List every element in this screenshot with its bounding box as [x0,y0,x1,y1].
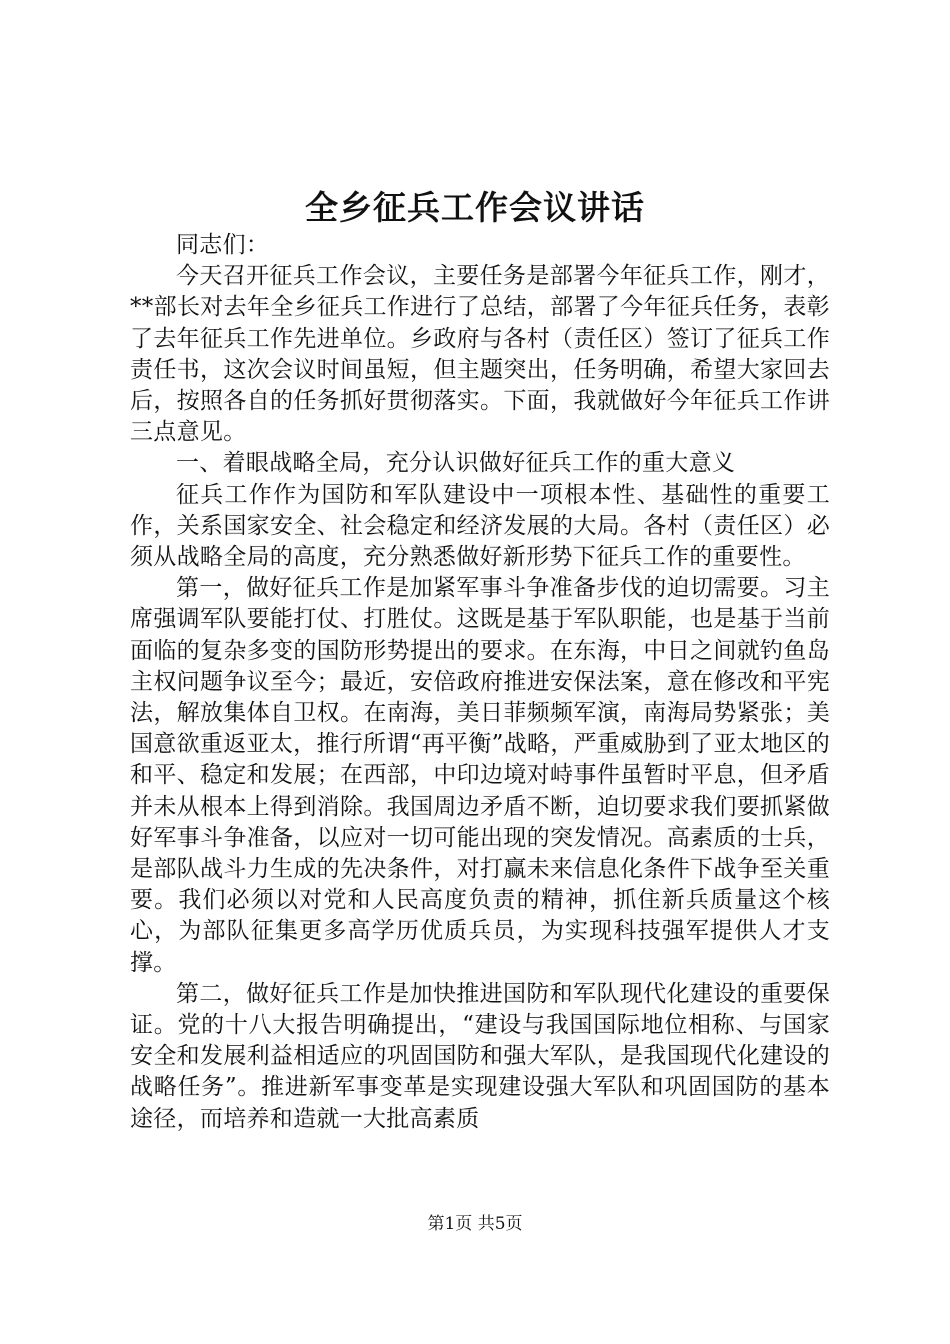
intro-paragraph: 今天召开征兵工作会议，主要任务是部署今年征兵工作，刚才，**部长对去年全乡征兵工作进行了总结，部署了今年征兵任务，表彰了去年征兵工作先进单位。乡政府与各村（责任区）签订了征兵工作责任书，这次会议时间虽短，但主题突出，任务明确，希望大家回去后，按照各自的任务抓好贯彻落实。下面，我就做好今年征兵工作讲三点意见。 [130,263,830,446]
body-paragraph: 征兵工作作为国防和军队建设中一项根本性、基础性的重要工作，关系国家安全、社会稳定和经济发展的大局。各村（责任区）必须从战略全局的高度，充分熟悉做好新形势下征兵工作的重要性。 [130,481,830,571]
section-heading-1: 一、着眼战略全局，充分认识做好征兵工作的重大意义 [176,450,736,477]
document-title: 全乡征兵工作会议讲话 [305,188,645,227]
page-footer: 第1页 共5页 [427,1214,523,1234]
body-paragraph: 第二，做好征兵工作是加快推进国防和军队现代化建设的重要保证。党的十八大报告明确提出，“建设与我国国际地位相称、与国家安全和发展利益相适应的巩固国防和强大军队，是我国现代化建设的战略任务”。推进新军事变革是实现建设强大军队和巩固国防的基本途径，而培养和造就一大批高素质 [130,980,830,1132]
body-paragraph: 第一，做好征兵工作是加紧军事斗争准备步伐的迫切需要。习主席强调军队要能打仗、打胜仗。这既是基于军队职能，也是基于当前面临的复杂多变的国防形势提出的要求。在东海，中日之间就钓鱼岛主权问题争议至今；最近，安倍政府推进安保法案，意在修改和平宪法，解放集体自卫权。在南海，美日菲频频军演，南海局势紧张；美国意欲重返亚太，推行所谓“再平衡”战略，严重威胁到了亚太地区的和平、稳定和发展；在西部，中印边境对峙事件虽暂时平息，但矛盾并未从根本上得到消除。我国周边矛盾不断，迫切要求我们要抓紧做好军事斗争准备，以应对一切可能出现的突发情况。高素质的士兵，是部队战斗力生成的先决条件，对打赢未来信息化条件下战争至关重要。我们必须以对党和人民高度负责的精神，抓住新兵质量这个核心，为部队征集更多高学历优质兵员，为实现科技强军提供人才支撑。 [130,575,830,976]
salutation: 同志们： [176,232,270,258]
document-body [130,230,830,1135]
